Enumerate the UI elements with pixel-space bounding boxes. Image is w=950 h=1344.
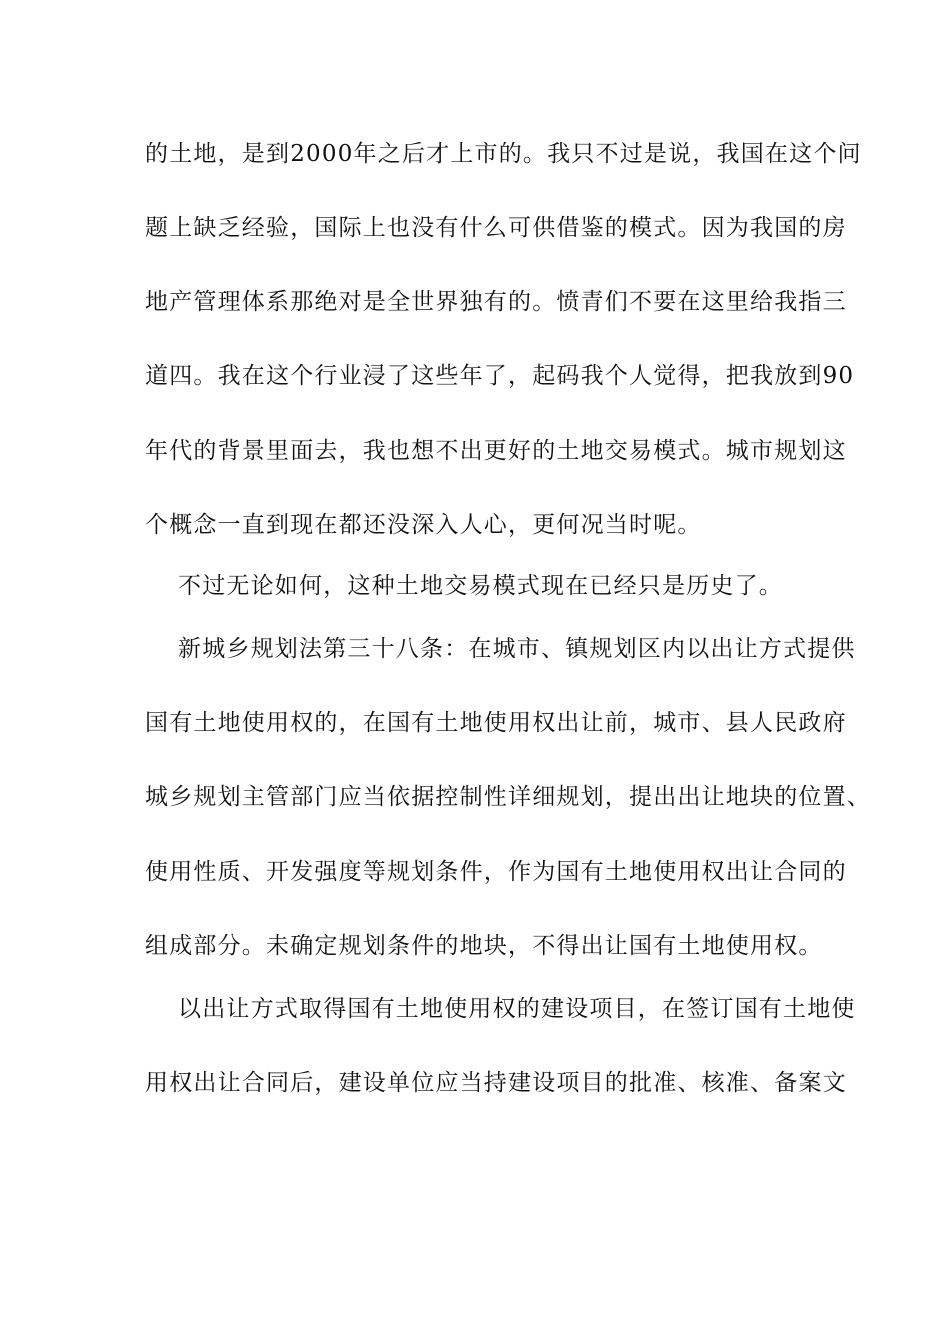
text-line: 使用性质、开发强度等规划条件，作为国有土地使用权出让合同的 [145,859,847,885]
text-line: 年代的背景里面去，我也想不出更好的土地交易模式。城市规划这 [145,438,847,464]
text-line: 城乡规划主管部门应当依据控制性详细规划，提出出让地块的位置、 [145,784,871,810]
paragraph-first-line: 新城乡规划法第三十八条：在城市、镇规划区内以出让方式提供 [178,636,856,662]
text-line: 的土地，是到2000年之后才上市的。我只不过是说，我国在这个问 [145,141,862,167]
text-line: 题上缺乏经验，国际上也没有什么可供借鉴的模式。因为我国的房 [145,215,847,241]
paragraph-first-line: 不过无论如何，这种土地交易模式现在已经只是历史了。 [178,573,783,599]
text-line: 个概念一直到现在都还没深入人心，更何况当时呢。 [145,512,702,538]
text-line: 组成部分。未确定规划条件的地块，不得出让国有土地使用权。 [145,933,823,959]
text-line: 用权出让合同后，建设单位应当持建设项目的批准、核准、备案文 [145,1070,847,1096]
paragraph-first-line: 以出让方式取得国有土地使用权的建设项目，在签订国有土地使 [178,996,856,1022]
text-line: 国有土地使用权的，在国有土地使用权出让前，城市、县人民政府 [145,710,847,736]
text-line: 道四。我在这个行业浸了这些年了，起码我个人觉得，把我放到90 [145,363,855,389]
text-line: 地产管理体系那绝对是全世界独有的。愤青们不要在这里给我指三 [145,289,847,315]
